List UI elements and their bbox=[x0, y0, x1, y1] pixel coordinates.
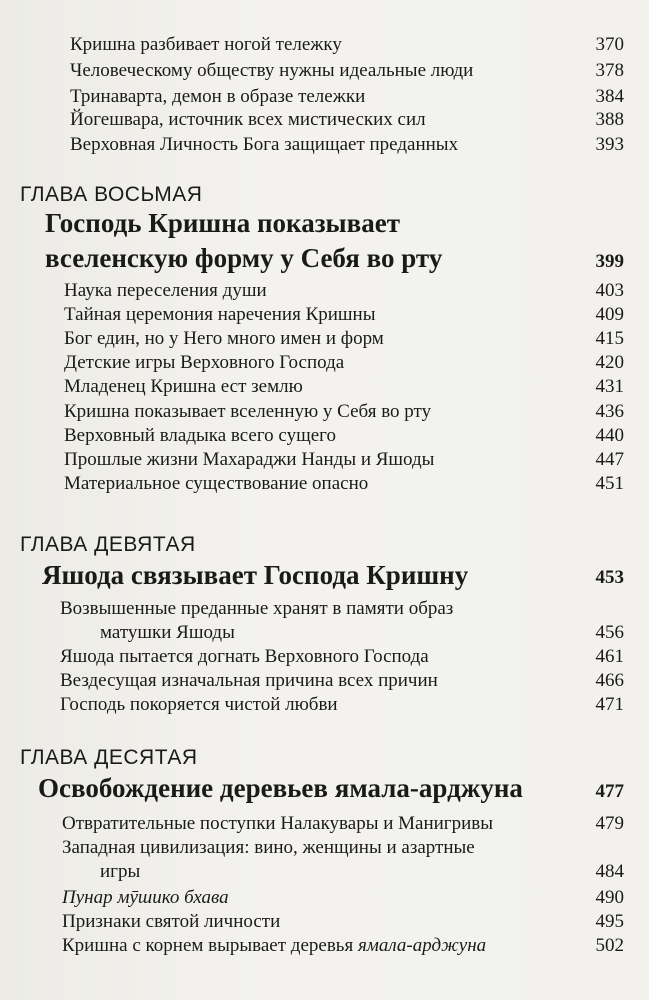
entry-page: 415 bbox=[595, 328, 624, 349]
entry-page: 447 bbox=[595, 449, 624, 470]
entry-title: Верховная Личность Бога защищает преданных bbox=[70, 134, 459, 155]
entry-title bbox=[62, 934, 486, 958]
entry-title: матушки Яшоды bbox=[100, 622, 235, 643]
entry-page: 370 bbox=[595, 34, 624, 55]
entry-title-italic: ямала-арджуна bbox=[357, 935, 487, 956]
entry-page: 388 bbox=[595, 109, 624, 130]
entry-title: Отвратительные поступки Налакувары и Манигривы bbox=[62, 813, 493, 834]
entry-title: Верховный владыка всего сущего bbox=[64, 425, 336, 446]
chapter-page: 477 bbox=[595, 781, 624, 802]
chapter-label: ГЛАВА ДЕВЯТАЯ bbox=[20, 533, 196, 556]
chapter-title: Освобождение деревьев ямала-арджуна bbox=[38, 773, 523, 803]
entry-title: Кришна показывает вселенную у Себя во рту bbox=[64, 401, 432, 422]
entry-title-text: Кришна с корнем вырывает деревья bbox=[62, 935, 358, 956]
entry-page: 420 bbox=[595, 352, 624, 373]
entry-title: Наука переселения души bbox=[64, 280, 267, 301]
entry-page: 466 bbox=[595, 670, 624, 691]
entry-title: Тринаварта, демон в образе тележки bbox=[70, 86, 366, 107]
entry-page: 490 bbox=[595, 887, 624, 908]
entry-title: Пунар мӯшико бхава bbox=[62, 887, 229, 908]
chapter-page: 399 bbox=[595, 251, 624, 272]
entry-title: Признаки святой личности bbox=[62, 911, 281, 932]
entry-page: 471 bbox=[595, 694, 624, 715]
entry-page: 393 bbox=[595, 134, 624, 155]
entry-title: Кришна разбивает ногой тележку bbox=[70, 34, 342, 55]
entry-page: 436 bbox=[595, 401, 624, 422]
chapter-title: Господь Кришна показывает bbox=[45, 208, 400, 238]
chapter-title: Яшода связывает Господа Кришну bbox=[42, 560, 469, 590]
entry-title: Возвышенные преданные хранят в памяти образ bbox=[60, 598, 454, 619]
entry-title: игры bbox=[100, 861, 141, 882]
entry-title: Бог един, но у Него много имен и форм bbox=[64, 328, 384, 349]
entry-title: Западная цивилизация: вино, женщины и азартные bbox=[62, 837, 475, 858]
entry-page: 495 bbox=[595, 911, 624, 932]
entry-page: 461 bbox=[595, 646, 624, 667]
entry-title: Тайная церемония наречения Кришны bbox=[64, 304, 376, 325]
chapter-page: 453 bbox=[595, 567, 624, 588]
chapter-label: ГЛАВА ВОСЬМАЯ bbox=[20, 183, 203, 206]
entry-page: 378 bbox=[595, 60, 624, 81]
entry-title: Господь покоряется чистой любви bbox=[60, 694, 338, 715]
entry-title: Младенец Кришна ест землю bbox=[64, 376, 303, 397]
entry-title: Йогешвара, источник всех мистических сил bbox=[70, 109, 426, 130]
entry-title: Вездесущая изначальная причина всех причин bbox=[60, 670, 438, 691]
entry-page: 502 bbox=[595, 935, 624, 956]
entry-title: Яшода пытается догнать Верховного Господа bbox=[60, 646, 429, 667]
entry-page: 403 bbox=[595, 280, 624, 301]
chapter-title: вселенскую форму у Себя во рту bbox=[45, 243, 443, 273]
entry-title: Материальное существование опасно bbox=[64, 473, 369, 494]
entry-title: Прошлые жизни Махараджи Нанды и Яшоды bbox=[64, 449, 435, 470]
entry-page: 456 bbox=[595, 622, 624, 643]
entry-title: Детские игры Верховного Господа bbox=[64, 352, 345, 373]
entry-title: Человеческому обществу нужны идеальные люди bbox=[70, 60, 474, 81]
chapter-label: ГЛАВА ДЕСЯТАЯ bbox=[20, 746, 198, 769]
entry-page: 451 bbox=[595, 473, 624, 494]
entry-page: 409 bbox=[595, 304, 624, 325]
entry-page: 384 bbox=[595, 86, 624, 107]
entry-page: 484 bbox=[595, 861, 624, 882]
entry-page: 431 bbox=[595, 376, 624, 397]
entry-page: 479 bbox=[595, 813, 624, 834]
entry-page: 440 bbox=[595, 425, 624, 446]
